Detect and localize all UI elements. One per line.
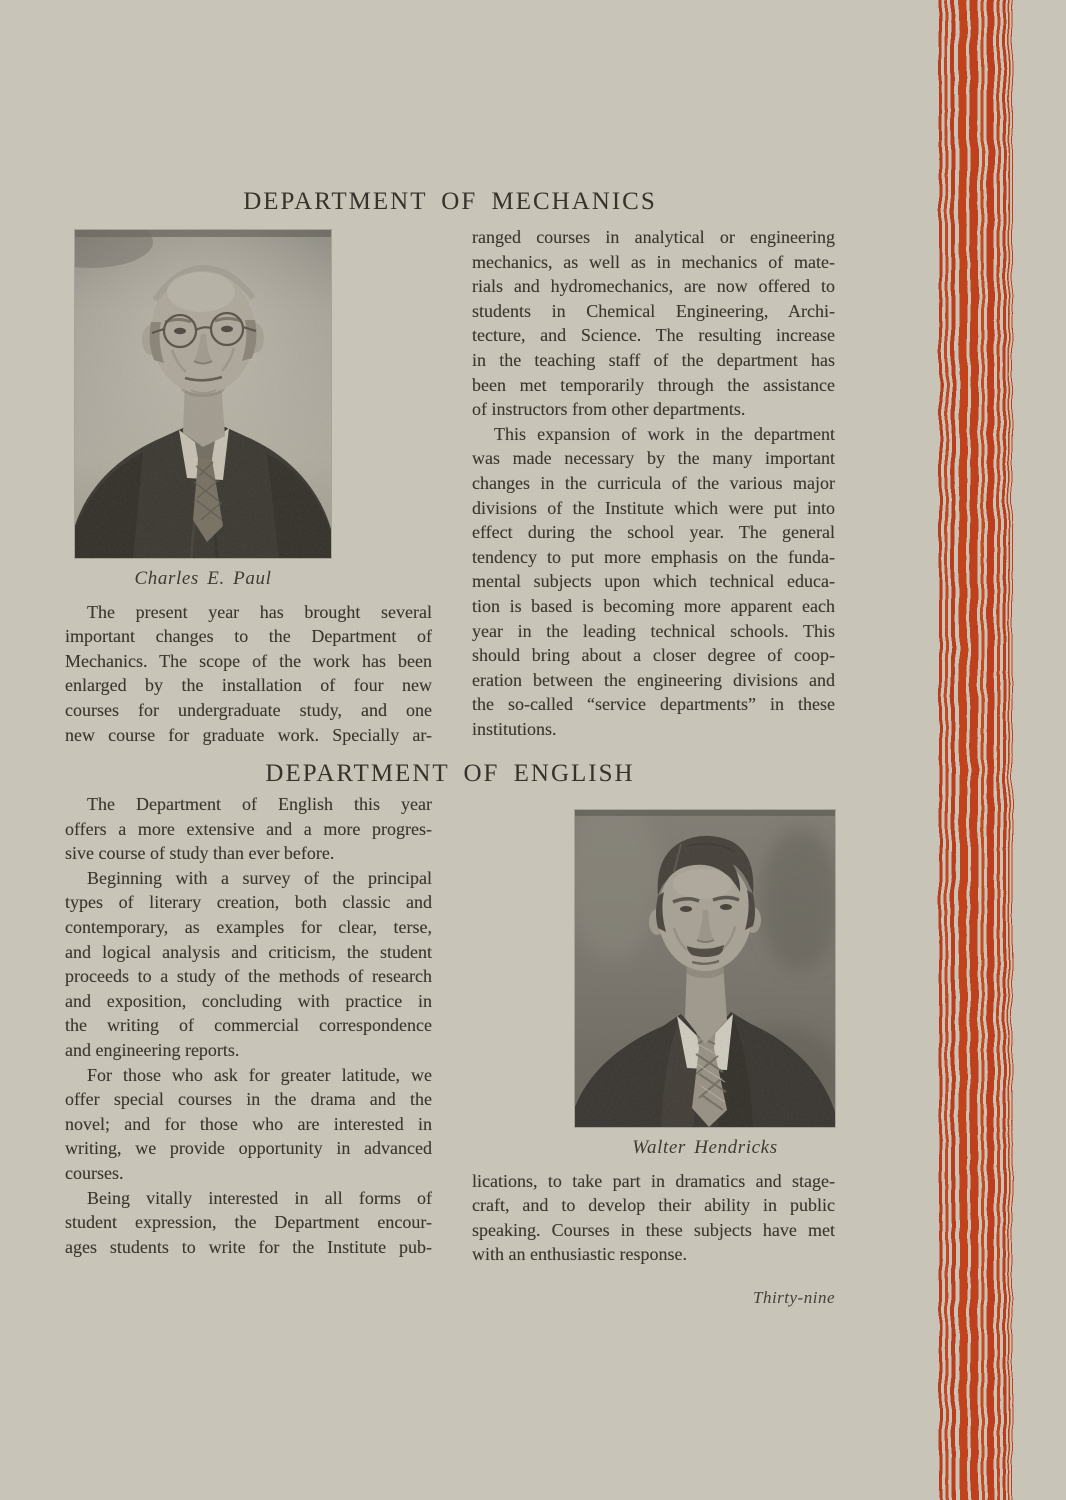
- english-right-text: [472, 1169, 835, 1267]
- text-line: offers a more extensive and a more progres-: [65, 818, 432, 839]
- text-line: Being vitally interested in all forms of: [87, 1187, 432, 1208]
- text-line: rials and hydromechanics, are now offered to: [472, 276, 835, 297]
- text-line: mechanics, as well as in mechanics of mate-: [472, 251, 835, 272]
- paragraph: [65, 1063, 432, 1186]
- text-line: craft, and to develop their ability in public: [472, 1195, 835, 1216]
- mechanics-left-column: [65, 230, 432, 747]
- portrait-photo-charles-e-paul: [75, 230, 331, 558]
- text-line: year in the leading technical schools. This: [472, 620, 835, 641]
- text-line: lications, to take part in dramatics and stage-: [472, 1170, 835, 1191]
- text-line: speaking. Courses in these subjects have met: [472, 1219, 835, 1240]
- text-line: types of literary creation, both classic and: [65, 892, 432, 913]
- text-line: was made necessary by the many important: [472, 448, 835, 469]
- text-line: with an enthusiastic response.: [472, 1244, 687, 1265]
- text-line: tion is based is becoming more apparent each: [472, 595, 835, 616]
- mechanics-left-text: [65, 600, 432, 748]
- text-line: changes in the curricula of the various major: [472, 472, 835, 493]
- text-line: ranged courses in analytical or engineering: [472, 227, 835, 247]
- text-line: The Department of English this year: [87, 794, 432, 814]
- text-line: tecture, and Science. The resulting increase: [472, 325, 835, 346]
- text-line: been met temporarily through the assistance: [472, 374, 835, 395]
- page-number: Thirty-nine: [753, 1288, 835, 1307]
- text-line: contemporary, as examples for clear, terse,: [65, 916, 432, 937]
- page-content: [65, 0, 835, 1500]
- portrait-photo-walter-hendricks: [575, 810, 835, 1127]
- text-line: offer special courses in the drama and the: [65, 1089, 432, 1110]
- text-line: proceeds to a study of the methods of research: [65, 966, 432, 987]
- text-line: new course for graduate work. Specially ar-: [65, 724, 432, 745]
- text-line: institutions.: [472, 718, 557, 739]
- text-line: For those who ask for greater latitude, we: [87, 1064, 432, 1085]
- text-line: and engineering reports.: [65, 1039, 240, 1060]
- text-line: Beginning with a survey of the principal: [87, 867, 432, 888]
- portrait-caption-walter-hendricks: Walter Hendricks: [632, 1137, 778, 1158]
- text-line: enlarged by the installation of four new: [65, 675, 432, 696]
- text-line: of instructors from other departments.: [472, 399, 746, 420]
- portrait-caption-charles-e-paul: Charles E. Paul: [134, 568, 272, 589]
- text-line: and logical analysis and criticism, the student: [65, 941, 432, 962]
- text-line: and exposition, concluding with practice in: [65, 990, 432, 1011]
- paragraph: [472, 422, 835, 742]
- text-line: divisions of the Institute which were put into: [472, 497, 835, 518]
- paragraph: [65, 600, 432, 748]
- paragraph: [65, 792, 432, 866]
- english-left-column: [65, 792, 432, 1259]
- mechanics-right-column: [472, 225, 835, 741]
- text-line: important changes to the Department of: [65, 626, 432, 647]
- text-line: in the teaching staff of the department has: [472, 349, 835, 370]
- paragraph: [65, 1186, 432, 1260]
- text-line: the so-called “service departments” in these: [472, 694, 835, 715]
- text-line: tendency to put more emphasis on the funda-: [472, 546, 835, 567]
- text-line: Mechanics. The scope of the work has been: [65, 650, 432, 671]
- text-line: effect during the school year. The general: [472, 522, 835, 543]
- mechanics-section-title: DEPARTMENT OF MECHANICS: [243, 188, 657, 215]
- paragraph: [472, 225, 835, 422]
- english-right-column: [472, 810, 835, 1267]
- text-line: should bring about a closer degree of coop-: [472, 645, 835, 666]
- text-line: ages students to write for the Institute pub-: [65, 1236, 432, 1257]
- text-line: student expression, the Department encour-: [65, 1212, 432, 1233]
- text-line: writing, we provide opportunity in advanced: [65, 1138, 432, 1159]
- text-line: novel; and for those who are interested in: [65, 1113, 432, 1134]
- paragraph: [472, 1169, 835, 1267]
- text-line: eration between the engineering divisions and: [472, 669, 835, 690]
- text-line: students in Chemical Engineering, Archi-: [472, 300, 835, 321]
- english-section-title: DEPARTMENT OF ENGLISH: [265, 760, 635, 787]
- text-line: This expansion of work in the department: [494, 423, 835, 444]
- text-line: courses.: [65, 1162, 124, 1183]
- paragraph: [65, 866, 432, 1063]
- text-line: the writing of commercial correspondence: [65, 1015, 432, 1036]
- red-stripes-decoration: [930, 0, 1016, 1500]
- text-line: courses for undergraduate study, and one: [65, 699, 432, 720]
- text-line: The present year has brought several: [87, 601, 432, 622]
- text-line: mental subjects upon which technical educa-: [472, 571, 835, 592]
- text-line: sive course of study than ever before.: [65, 843, 335, 864]
